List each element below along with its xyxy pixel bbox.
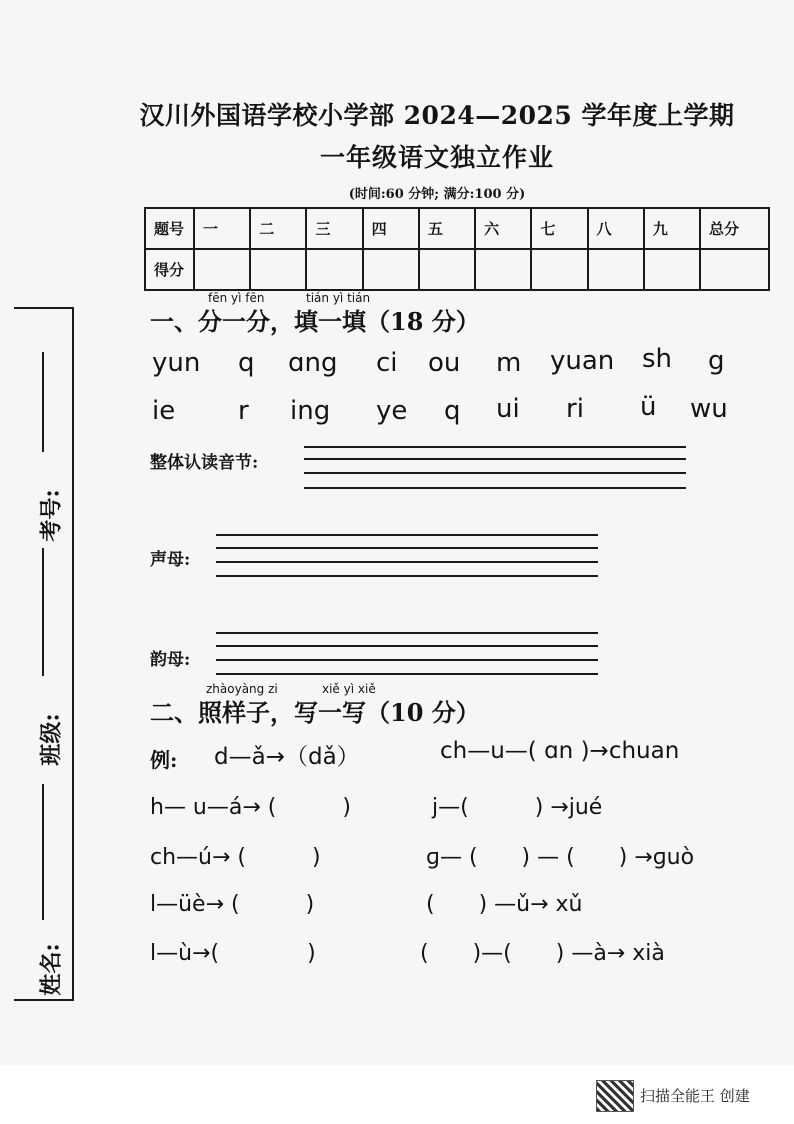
score-cell[interactable]	[700, 249, 769, 290]
column-header: 七	[531, 208, 587, 249]
exercise-right[interactable]: ( )—( ) —à→ xià	[420, 941, 665, 966]
score-cell[interactable]	[250, 249, 306, 290]
class-label: 班级:	[38, 713, 65, 766]
section1-pinyin-b: tián yì tián	[306, 291, 371, 305]
exercise-left[interactable]: ch—ú→ ( )	[150, 845, 321, 870]
pinyin-item: wu	[690, 394, 728, 424]
score-cell[interactable]	[419, 249, 475, 290]
pinyin-item: ci	[376, 348, 398, 378]
answer-line[interactable]	[304, 487, 686, 489]
score-table	[144, 207, 770, 291]
score-cell[interactable]	[363, 249, 419, 290]
example-label: 例:	[150, 748, 178, 772]
answer-line[interactable]	[216, 561, 598, 563]
pinyin-item: ing	[290, 396, 331, 426]
exercise-left[interactable]: l—üè→ ( )	[150, 892, 315, 917]
scanner-watermark: 扫描全能王 创建	[640, 1087, 750, 1105]
column-header: 一	[194, 208, 250, 249]
name-line[interactable]	[42, 784, 44, 920]
answer-line[interactable]	[304, 458, 686, 460]
table-row	[145, 208, 769, 249]
answer-line[interactable]	[216, 534, 598, 536]
class-line[interactable]	[42, 548, 44, 676]
section2-title: 二、照样子，写一写（10 分）	[150, 698, 480, 727]
row-label: 得分	[145, 249, 194, 290]
section1-title: 一、分一分，填一填（18 分）	[150, 307, 480, 336]
exercise-left[interactable]: l—ù→( )	[150, 941, 316, 966]
column-header: 四	[363, 208, 419, 249]
exam-info: (时间:60 分钟; 满分:100 分)	[348, 187, 526, 202]
score-cell[interactable]	[306, 249, 362, 290]
scanner-logo-icon	[596, 1080, 634, 1112]
pinyin-item: ü	[640, 392, 657, 422]
section1-pinyin-a: fēn yì fēn	[208, 291, 265, 305]
answer-line[interactable]	[216, 632, 598, 634]
column-header: 五	[419, 208, 475, 249]
section2-pinyin-b: xiě yì xiě	[322, 682, 376, 696]
example-a: d—ǎ→（dǎ）	[214, 744, 360, 770]
initials-label: 声母:	[150, 550, 191, 570]
answer-line[interactable]	[304, 472, 686, 474]
score-cell[interactable]	[531, 249, 587, 290]
score-cell[interactable]	[588, 249, 644, 290]
score-cell[interactable]	[644, 249, 700, 290]
pinyin-item: ui	[496, 394, 520, 424]
section2-pinyin-a: zhàoyàng zi	[206, 682, 278, 696]
pinyin-item: ie	[152, 396, 176, 426]
example-b: ch—u—( ɑn )→chuan	[440, 738, 680, 764]
answer-line[interactable]	[216, 673, 598, 675]
column-header: 九	[644, 208, 700, 249]
answer-line[interactable]	[304, 446, 686, 448]
column-header: 六	[475, 208, 531, 249]
pinyin-item: g	[708, 346, 725, 376]
pinyin-item: ri	[566, 394, 584, 424]
exam-no-label: 考号:	[38, 489, 65, 542]
whole-syllable-label: 整体认读音节:	[150, 453, 259, 473]
column-header: 八	[588, 208, 644, 249]
exercise-left[interactable]: h— u—á→ ( )	[150, 795, 351, 820]
exam-no-line[interactable]	[42, 352, 44, 452]
answer-line[interactable]	[216, 575, 598, 577]
pinyin-item: q	[444, 396, 461, 426]
answer-line[interactable]	[216, 645, 598, 647]
pinyin-item: ye	[376, 396, 408, 426]
exercise-right[interactable]: ɡ— ( ) — ( ) →ɡuò	[426, 845, 695, 870]
pinyin-item: r	[238, 396, 249, 426]
title-line-1: 汉川外国语学校小学部 2024—2025 学年度上学期	[139, 101, 735, 130]
title-line-2: 一年级语文独立作业	[319, 143, 554, 172]
pinyin-item: m	[496, 348, 522, 378]
name-label: 姓名:	[38, 943, 65, 996]
score-cell[interactable]	[475, 249, 531, 290]
answer-line[interactable]	[216, 659, 598, 661]
column-header: 总分	[700, 208, 769, 249]
column-header: 三	[306, 208, 362, 249]
pinyin-item: yun	[152, 348, 201, 378]
pinyin-item: sh	[642, 344, 673, 374]
pinyin-item: yuan	[550, 346, 615, 376]
pinyin-item: ou	[428, 348, 461, 378]
answer-line[interactable]	[216, 547, 598, 549]
score-cell[interactable]	[194, 249, 250, 290]
exercise-right[interactable]: j—( ) →jué	[432, 795, 603, 820]
exercise-right[interactable]: ( ) —ǔ→ xǔ	[426, 892, 583, 917]
binding-strip	[14, 307, 74, 1001]
finals-label: 韵母:	[150, 650, 191, 670]
column-header: 二	[250, 208, 306, 249]
table-row	[145, 249, 769, 290]
row-label: 题号	[145, 208, 194, 249]
pinyin-item: q	[238, 348, 255, 378]
pinyin-item: ɑng	[288, 348, 338, 378]
